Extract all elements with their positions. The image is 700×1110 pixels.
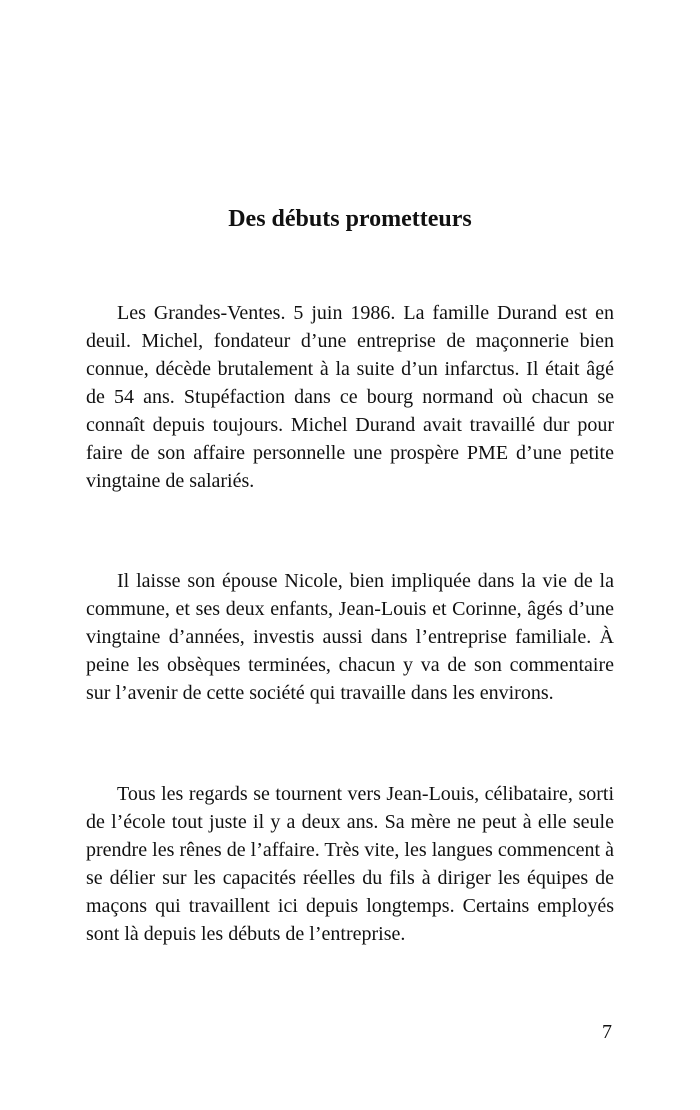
- page-number: 7: [602, 1021, 612, 1043]
- chapter-title: Des débuts prometteurs: [228, 206, 472, 232]
- paragraph-1: Les Grandes-Ventes. 5 juin 1986. La famille Durand est en deuil. Michel, fondateur d’une entreprise de maçonnerie bien connue, décède brutalement à la suite d’un infarctus. Il était âgé de 54 ans. Stupéfaction dans ce bourg normand où chacun se connaît depuis toujours. Michel Durand avait travaillé dur pour faire de son affaire personnelle une prospère PME d’une petite vingtaine de salariés.: [86, 302, 614, 492]
- paragraph-3: Tous les regards se tournent vers Jean-Louis, célibataire, sorti de l’école tout juste il y a deux ans. Sa mère ne peut à elle seule prendre les rênes de l’affaire. Très vite, les langues commencent à se délier sur les capacités réelles du fils à diriger les équipes de maçons qui travaillent ici depuis longtemps. Certains employés sont là depuis les débuts de l’entreprise.: [86, 783, 614, 945]
- paragraph-2: Il laisse son épouse Nicole, bien impliquée dans la vie de la commune, et ses deux enfants, Jean-Louis et Corinne, âgés d’une vingtaine d’années, investis aussi dans l’entreprise familiale. À peine les obsèques terminées, chacun y va de son commentaire sur l’avenir de cette société qui travaille dans les environs.: [86, 570, 614, 704]
